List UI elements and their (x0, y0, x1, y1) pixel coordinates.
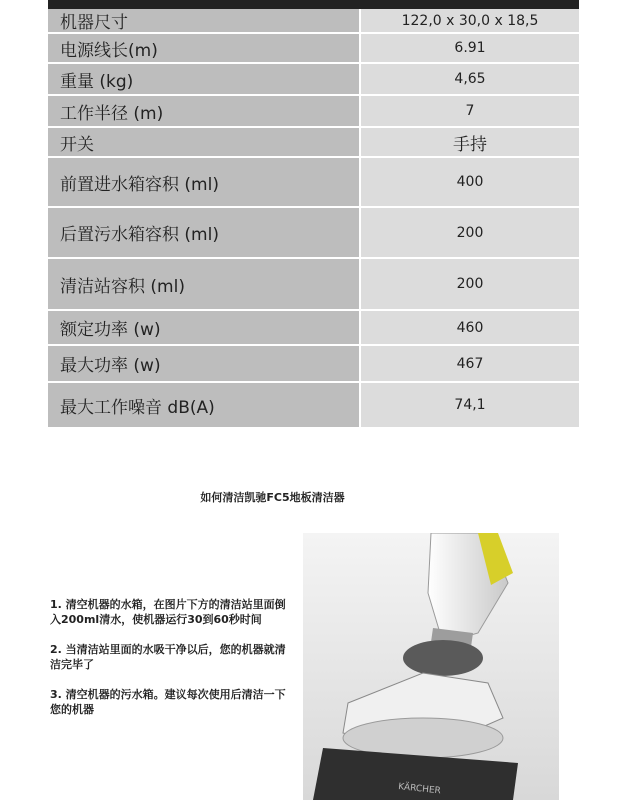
spec-row-station-volume (48, 259, 579, 311)
spec-value: 4,65 (361, 64, 579, 94)
spec-value: 460 (361, 311, 579, 344)
spec-table (48, 0, 579, 427)
spec-row-front-tank (48, 158, 579, 208)
spec-label: 后置污水箱容积 (ml) (48, 208, 361, 257)
spec-row-max-noise (48, 383, 579, 427)
step-1: 1. 清空机器的水箱，在图片下方的清洁站里面倒入200ml清水，使机器运行30到60秒时间 (50, 598, 286, 626)
cleaning-steps (50, 597, 295, 732)
spec-value: 200 (361, 208, 579, 257)
spec-row-weight (48, 64, 579, 96)
spec-row-rear-tank (48, 208, 579, 259)
spec-value: 74,1 (361, 383, 579, 427)
spec-value: 467 (361, 346, 579, 381)
spec-label: 最大工作噪音 dB(A) (48, 383, 361, 427)
spec-value: 200 (361, 259, 579, 309)
step-3: 3. 清空机器的污水箱。建议每次使用后清洁一下您的机器 (50, 688, 286, 716)
spec-label: 电源线长(m) (48, 34, 361, 62)
svg-text:KÄRCHER: KÄRCHER (397, 782, 442, 797)
spec-row-switch (48, 128, 579, 158)
floor-cleaner-product-image (303, 533, 559, 800)
spec-label: 开关 (48, 128, 361, 156)
spec-value: 7 (361, 96, 579, 126)
spec-label: 最大功率 (w) (48, 346, 361, 381)
cleaning-guide-title: 如何清洁凯驰FC5地板清洁器 (200, 491, 345, 504)
spec-label: 前置进水箱容积 (ml) (48, 158, 361, 206)
spec-row-rated-power (48, 311, 579, 346)
spec-label: 清洁站容积 (ml) (48, 259, 361, 309)
spec-label: 工作半径 (m) (48, 96, 361, 126)
spec-label: 重量 (kg) (48, 64, 361, 94)
spec-row-dimensions (48, 9, 579, 34)
spec-label: 额定功率 (w) (48, 311, 361, 344)
spec-row-max-power (48, 346, 579, 383)
spec-row-cable-length (48, 34, 579, 64)
spec-value: 400 (361, 158, 579, 206)
spec-value: 6.91 (361, 34, 579, 62)
spec-label: 机器尺寸 (48, 9, 361, 32)
spec-value: 手持 (361, 128, 579, 156)
spec-row-work-radius (48, 96, 579, 128)
spec-value: 122,0 x 30,0 x 18,5 (361, 9, 579, 32)
step-2: 2. 当清洁站里面的水吸干净以后，您的机器就清洁完毕了 (50, 643, 286, 671)
